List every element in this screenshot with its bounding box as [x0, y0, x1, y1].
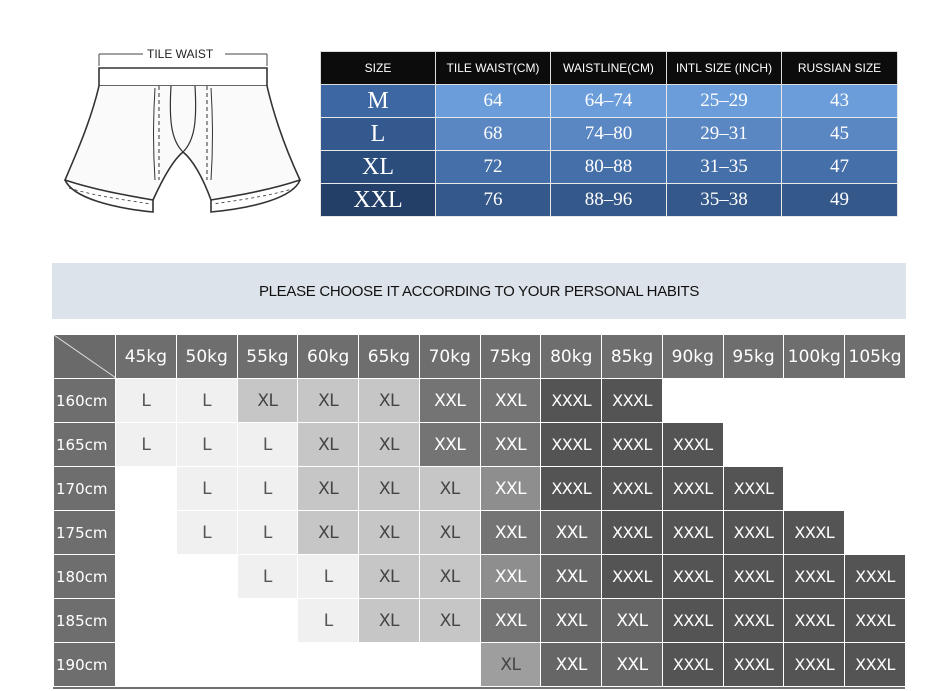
weight-header: 85kg [602, 335, 663, 379]
weight-header: 100kg [784, 335, 845, 379]
size-cell: XL [419, 555, 480, 599]
size-cell [176, 643, 237, 687]
size-cell: XL [298, 423, 359, 467]
size-cell: XXXL [602, 555, 663, 599]
size-cell [359, 643, 420, 687]
grid-row [54, 379, 906, 423]
habits-banner [52, 263, 906, 319]
weight-header: 65kg [359, 335, 420, 379]
grid-header-row [54, 335, 906, 379]
size-cell: XXL [602, 643, 663, 687]
size-cell: XL [298, 511, 359, 555]
size-cell: L [176, 379, 237, 423]
weight-header: 95kg [723, 335, 784, 379]
weight-header: 90kg [662, 335, 723, 379]
size-cell: XL [480, 643, 541, 687]
size-cell: XXXL [541, 467, 602, 511]
size-cell: XXXL [845, 643, 906, 687]
height-header: 185cm [54, 599, 116, 643]
height-weight-size-grid [53, 334, 905, 689]
intl-size-cell: 25–29 [667, 85, 782, 118]
boxer-brief-diagram [55, 40, 310, 225]
weight-header: 80kg [541, 335, 602, 379]
tile-waist-cell: 76 [436, 184, 551, 217]
waistline-cell: 74–80 [551, 118, 667, 151]
size-cell: XL [419, 599, 480, 643]
size-cell [237, 643, 298, 687]
grid-row [54, 555, 906, 599]
grid-row [54, 599, 906, 643]
size-cell [176, 599, 237, 643]
size-cell: XXL [480, 379, 541, 423]
header-russian-size: RUSSIAN SIZE [782, 52, 898, 85]
size-cell: XXL [419, 379, 480, 423]
height-header: 170cm [54, 467, 116, 511]
size-cell [116, 467, 177, 511]
waistline-cell: 88–96 [551, 184, 667, 217]
size-chart-header-row [321, 52, 898, 85]
size-cell [298, 643, 359, 687]
size-cell: XXL [541, 555, 602, 599]
size-cell: L [237, 467, 298, 511]
size-cell: XXXL [662, 643, 723, 687]
tile-waist-label: TILE WAIST [147, 47, 214, 61]
size-cell: L [237, 555, 298, 599]
size-cell [116, 599, 177, 643]
size-cell: XXXL [723, 643, 784, 687]
size-cell [845, 379, 906, 423]
grid-corner-cell [54, 335, 116, 379]
grid-row [54, 643, 906, 687]
size-cell [237, 599, 298, 643]
size-cell: XL [359, 599, 420, 643]
weight-header: 105kg [845, 335, 906, 379]
height-header: 175cm [54, 511, 116, 555]
size-cell: XL [359, 423, 420, 467]
size-cell: XXXL [723, 467, 784, 511]
size-cell: XXL [480, 511, 541, 555]
size-cell [784, 467, 845, 511]
size-cell [176, 555, 237, 599]
size-cell [116, 511, 177, 555]
waistline-cell: 64–74 [551, 85, 667, 118]
size-cell: XXXL [602, 511, 663, 555]
size-cell: XL [419, 511, 480, 555]
size-cell: L [176, 511, 237, 555]
size-chart-row [321, 85, 898, 118]
waistline-cell: 80–88 [551, 151, 667, 184]
size-cell: L [298, 555, 359, 599]
header-waistline: WAISTLINE(CM) [551, 52, 667, 85]
size-cell [723, 379, 784, 423]
height-header: 165cm [54, 423, 116, 467]
size-cell: XXXL [723, 511, 784, 555]
size-cell: XXL [480, 467, 541, 511]
size-chart-row [321, 118, 898, 151]
size-cell [662, 379, 723, 423]
size-cell [723, 423, 784, 467]
size-cell: XXXL [845, 555, 906, 599]
russian-size-cell: 45 [782, 118, 898, 151]
height-header: 190cm [54, 643, 116, 687]
header-tile-waist: TILE WAIST(CM) [436, 52, 551, 85]
size-cell: XXL [480, 599, 541, 643]
weight-header: 45kg [116, 335, 177, 379]
size-cell [116, 643, 177, 687]
grid-row [54, 467, 906, 511]
size-cell [116, 555, 177, 599]
size-cell: XL [359, 379, 420, 423]
size-cell: XXXL [662, 423, 723, 467]
size-cell [845, 511, 906, 555]
weight-header: 55kg [237, 335, 298, 379]
tile-waist-cell: 68 [436, 118, 551, 151]
size-cell: XXL [480, 423, 541, 467]
russian-size-cell: 43 [782, 85, 898, 118]
size-cell [845, 423, 906, 467]
banner-text: PLEASE CHOOSE IT ACCORDING TO YOUR PERSONAL HABITS [258, 282, 700, 300]
size-cell: XXXL [602, 379, 663, 423]
size-chart-table [320, 51, 898, 217]
size-cell: XXXL [662, 467, 723, 511]
size-cell: XL [237, 379, 298, 423]
size-cell: XL [359, 467, 420, 511]
size-cell: L [298, 599, 359, 643]
size-cell: XXXL [602, 467, 663, 511]
intl-size-cell: 35–38 [667, 184, 782, 217]
size-cell: XXXL [541, 423, 602, 467]
size-cell: XXL [602, 599, 663, 643]
size-cell: L [176, 467, 237, 511]
intl-size-cell: 31–35 [667, 151, 782, 184]
size-cell [784, 379, 845, 423]
size-chart-row [321, 184, 898, 217]
size-cell: XXXL [845, 599, 906, 643]
size-cell: XXXL [723, 555, 784, 599]
size-cell: XXXL [602, 423, 663, 467]
size-cell: L [321, 118, 436, 151]
size-cell [784, 423, 845, 467]
size-cell: L [116, 423, 177, 467]
size-cell: XXXL [784, 599, 845, 643]
size-cell: XXL [419, 423, 480, 467]
weight-header: 70kg [419, 335, 480, 379]
size-cell: XL [321, 151, 436, 184]
size-cell: XL [419, 467, 480, 511]
size-cell: XXL [480, 555, 541, 599]
size-cell: XXXL [541, 379, 602, 423]
size-cell: XXXL [723, 599, 784, 643]
size-cell: L [237, 423, 298, 467]
size-cell: L [176, 423, 237, 467]
size-cell [845, 467, 906, 511]
size-cell: XL [298, 379, 359, 423]
size-cell: L [116, 379, 177, 423]
size-cell: L [237, 511, 298, 555]
size-cell: XXL [541, 643, 602, 687]
tile-waist-cell: 64 [436, 85, 551, 118]
size-cell: XL [298, 467, 359, 511]
size-cell: XXXL [784, 511, 845, 555]
size-cell: M [321, 85, 436, 118]
size-cell: XXXL [662, 599, 723, 643]
size-cell: XL [359, 555, 420, 599]
weight-header: 50kg [176, 335, 237, 379]
size-cell: XXXL [662, 555, 723, 599]
height-header: 160cm [54, 379, 116, 423]
header-intl-size: INTL SIZE (INCH) [667, 52, 782, 85]
weight-header: 60kg [298, 335, 359, 379]
weight-header: 75kg [480, 335, 541, 379]
size-cell: XXXL [784, 555, 845, 599]
size-cell: XXL [321, 184, 436, 217]
grid-row [54, 423, 906, 467]
boxer-brief-outline [65, 68, 300, 212]
grid-row [54, 511, 906, 555]
size-cell [419, 643, 480, 687]
size-cell: XXL [541, 599, 602, 643]
size-chart-row [321, 151, 898, 184]
size-cell: XXXL [784, 643, 845, 687]
size-cell: XL [359, 511, 420, 555]
height-header: 180cm [54, 555, 116, 599]
size-cell: XXL [541, 511, 602, 555]
russian-size-cell: 47 [782, 151, 898, 184]
size-cell: XXXL [662, 511, 723, 555]
intl-size-cell: 29–31 [667, 118, 782, 151]
header-size: SIZE [321, 52, 436, 85]
russian-size-cell: 49 [782, 184, 898, 217]
tile-waist-cell: 72 [436, 151, 551, 184]
diagonal-divider [54, 335, 116, 378]
